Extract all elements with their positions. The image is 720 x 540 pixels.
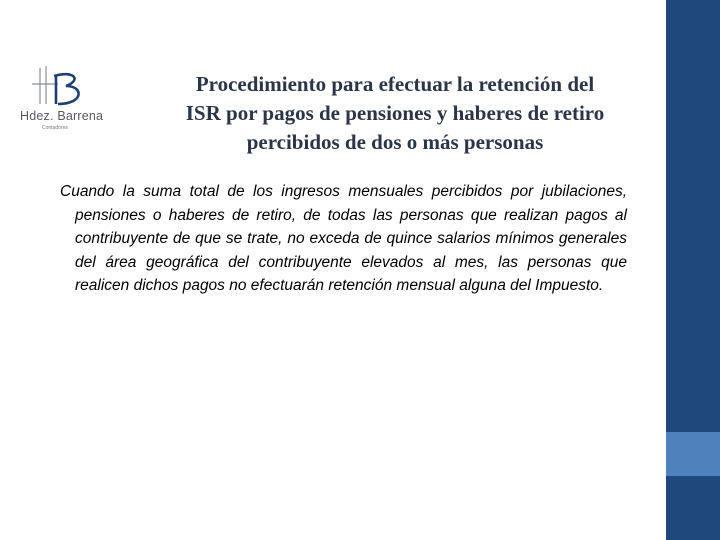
company-logo — [18, 64, 104, 131]
slide-title-line: percibidos de dos o más personas — [246, 130, 544, 154]
slide-title — [140, 70, 650, 157]
logo-subtitle: Contadores — [42, 125, 68, 131]
slide-title-line: ISR por pagos de pensiones y haberes de retiro — [185, 101, 605, 125]
logo-mark-icon — [18, 64, 98, 114]
logo-name: Hdez. Barrena — [20, 109, 104, 123]
slide-title-line: Procedimiento para efectuar la retención del — [195, 72, 595, 96]
sidebar-decoration-accent — [666, 432, 720, 476]
slide-body-text: Cuando la suma total de los ingresos mensuales percibidos por jubilaciones, pensiones o haberes de retiro, de todas las personas que realizan pagos al contribuyente de que se trate, no exceda de quince salarios mínimos generales del área geográfica del contribuyente elevados al mes, las personas que realicen dichos pagos no efectuarán retención mensual alguna del Impuesto. — [60, 183, 627, 294]
